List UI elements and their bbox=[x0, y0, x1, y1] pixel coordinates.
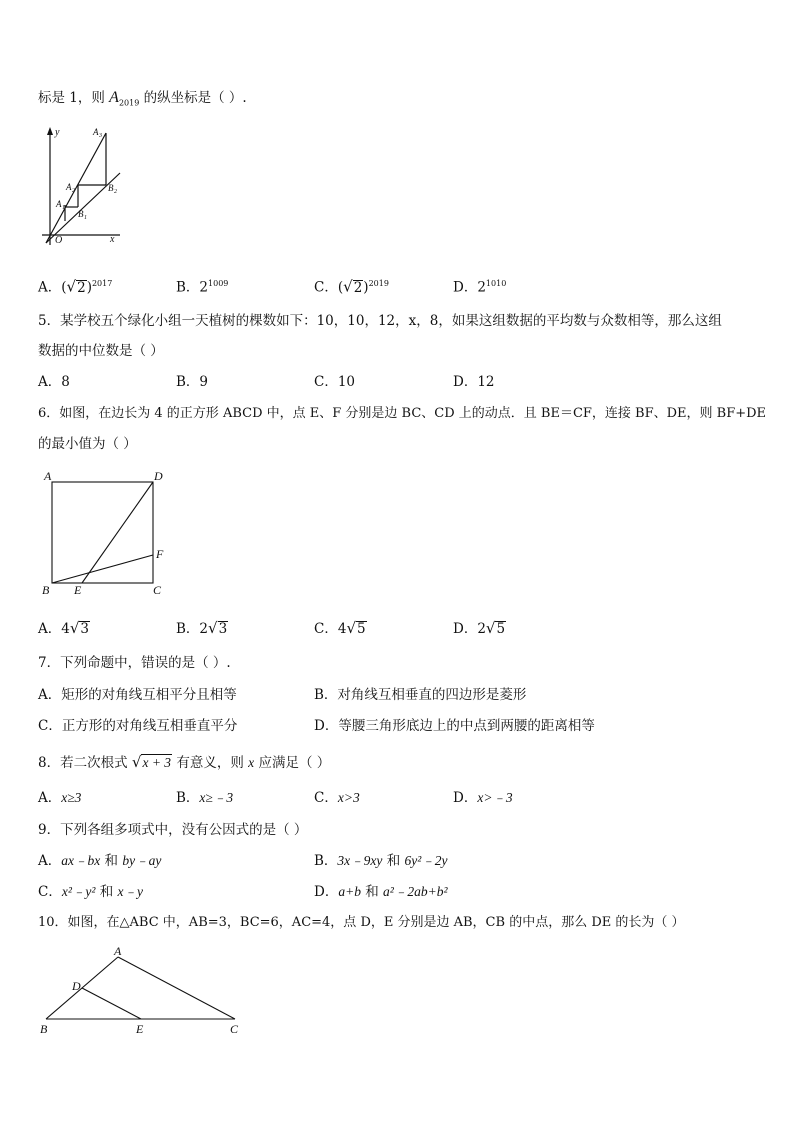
q6-option-c[interactable]: C．4√5 bbox=[314, 619, 366, 637]
q10-label-c: C bbox=[230, 1022, 239, 1036]
q5-stem-line2: 数据的中位数是（ ） bbox=[38, 343, 164, 359]
q5-option-d[interactable]: D．12 bbox=[453, 374, 495, 390]
q6-label-a: A bbox=[44, 469, 52, 483]
q6-label-c: C bbox=[153, 583, 162, 597]
q4-label-a3-sub: 3 bbox=[99, 133, 102, 139]
q6-option-a[interactable]: A．4√3 bbox=[38, 619, 89, 637]
q8-option-d[interactable]: D．x>﹣3 bbox=[453, 790, 513, 806]
q4-label-a2-sub: 2 bbox=[72, 188, 75, 194]
q4-figure bbox=[38, 125, 138, 255]
q10-figure bbox=[38, 945, 248, 1040]
q4-stem: 标是 1，则 $A_{2019}$ 的纵坐标是（ ）. bbox=[38, 89, 247, 108]
q7-option-b[interactable]: B．对角线互相垂直的四边形是菱形 bbox=[314, 687, 527, 703]
q4-label-a2: A bbox=[66, 182, 72, 192]
q9-option-a[interactable]: A．ax﹣bx 和 by﹣ay bbox=[38, 853, 162, 869]
q7-option-c[interactable]: C．正方形的对角线互相垂直平分 bbox=[38, 718, 238, 734]
q4-label-a1: A bbox=[56, 199, 62, 209]
q4-option-a[interactable]: A．$(√2)^{2017}$ bbox=[38, 277, 113, 296]
q9-option-d[interactable]: D．a+b 和 a²﹣2ab+b² bbox=[314, 884, 448, 900]
q10-label-b: B bbox=[40, 1022, 48, 1036]
q4-label-a3: A bbox=[93, 127, 99, 137]
q4-label-a1-sub: 1 bbox=[62, 205, 65, 211]
q4-label-b1: B bbox=[78, 209, 84, 219]
q6-label-d: D bbox=[154, 469, 163, 483]
q6-stem-line2: 的最小值为（ ） bbox=[38, 436, 137, 452]
q4-option-b[interactable]: B．$2^{1009}$ bbox=[176, 279, 229, 296]
q4-option-d[interactable]: D．$2^{1010}$ bbox=[453, 279, 507, 296]
q7-stem: 7．下列命题中，错误的是（ ）. bbox=[38, 655, 231, 671]
q6-stem-line1: 6．如图，在边长为 4 的正方形 ABCD 中，点 E、F 分别是边 BC、CD 上的动点．且 BE＝CF，连接 BF、DE，则 BF+DE bbox=[38, 406, 767, 421]
q9-stem: 9．下列各组多项式中，没有公因式的是（ ） bbox=[38, 822, 308, 838]
q4-label-y: y bbox=[55, 127, 60, 138]
q4-label-b1-sub: 1 bbox=[84, 215, 87, 221]
q5-option-c[interactable]: C．10 bbox=[314, 374, 356, 390]
q9-option-b[interactable]: B．3x﹣9xy 和 6y²﹣2y bbox=[314, 853, 448, 869]
q8-option-a[interactable]: A．x≥3 bbox=[38, 790, 82, 806]
q6-label-f: F bbox=[156, 547, 164, 561]
q10-label-d: D bbox=[72, 979, 81, 993]
q8-option-c[interactable]: C．x>3 bbox=[314, 790, 360, 806]
q8-stem: 8．若二次根式 √x + 3 有意义，则 x 应满足（ ） bbox=[38, 753, 331, 771]
q10-label-e: E bbox=[136, 1022, 144, 1036]
q8-option-b[interactable]: B．x≥﹣3 bbox=[176, 790, 234, 806]
q9-option-c[interactable]: C．x²﹣y² 和 x﹣y bbox=[38, 884, 144, 900]
q5-option-a[interactable]: A．8 bbox=[38, 374, 70, 390]
q7-option-d[interactable]: D．等腰三角形底边上的中点到两腰的距离相等 bbox=[314, 718, 595, 734]
q10-stem: 10．如图，在△ABC 中，AB=3，BC=6，AC=4，点 D，E 分别是边 AB，CB 的中点，那么 DE 的长为（ ） bbox=[38, 915, 685, 930]
q5-option-b[interactable]: B．9 bbox=[176, 374, 209, 390]
q4-option-c[interactable]: C．$(√2)^{2019}$ bbox=[314, 277, 389, 296]
q6-label-b: B bbox=[42, 583, 50, 597]
q7-option-a[interactable]: A．矩形的对角线互相平分且相等 bbox=[38, 687, 237, 703]
q5-stem-line1: 5．某学校五个绿化小组一天植树的棵数如下：10，10，12，x，8，如果这组数据的平均数与众数相等，那么这组 bbox=[38, 313, 722, 329]
q6-option-b[interactable]: B．2√3 bbox=[176, 619, 228, 637]
q6-option-d[interactable]: D．2√5 bbox=[453, 619, 506, 637]
q6-label-e: E bbox=[74, 583, 82, 597]
q4-label-b2: B bbox=[108, 183, 114, 193]
q10-label-a: A bbox=[114, 944, 122, 958]
q4-label-o: O bbox=[55, 235, 63, 246]
q4-label-b2-sub: 2 bbox=[114, 189, 117, 195]
q4-label-x: x bbox=[110, 234, 115, 245]
q6-figure bbox=[38, 468, 178, 598]
